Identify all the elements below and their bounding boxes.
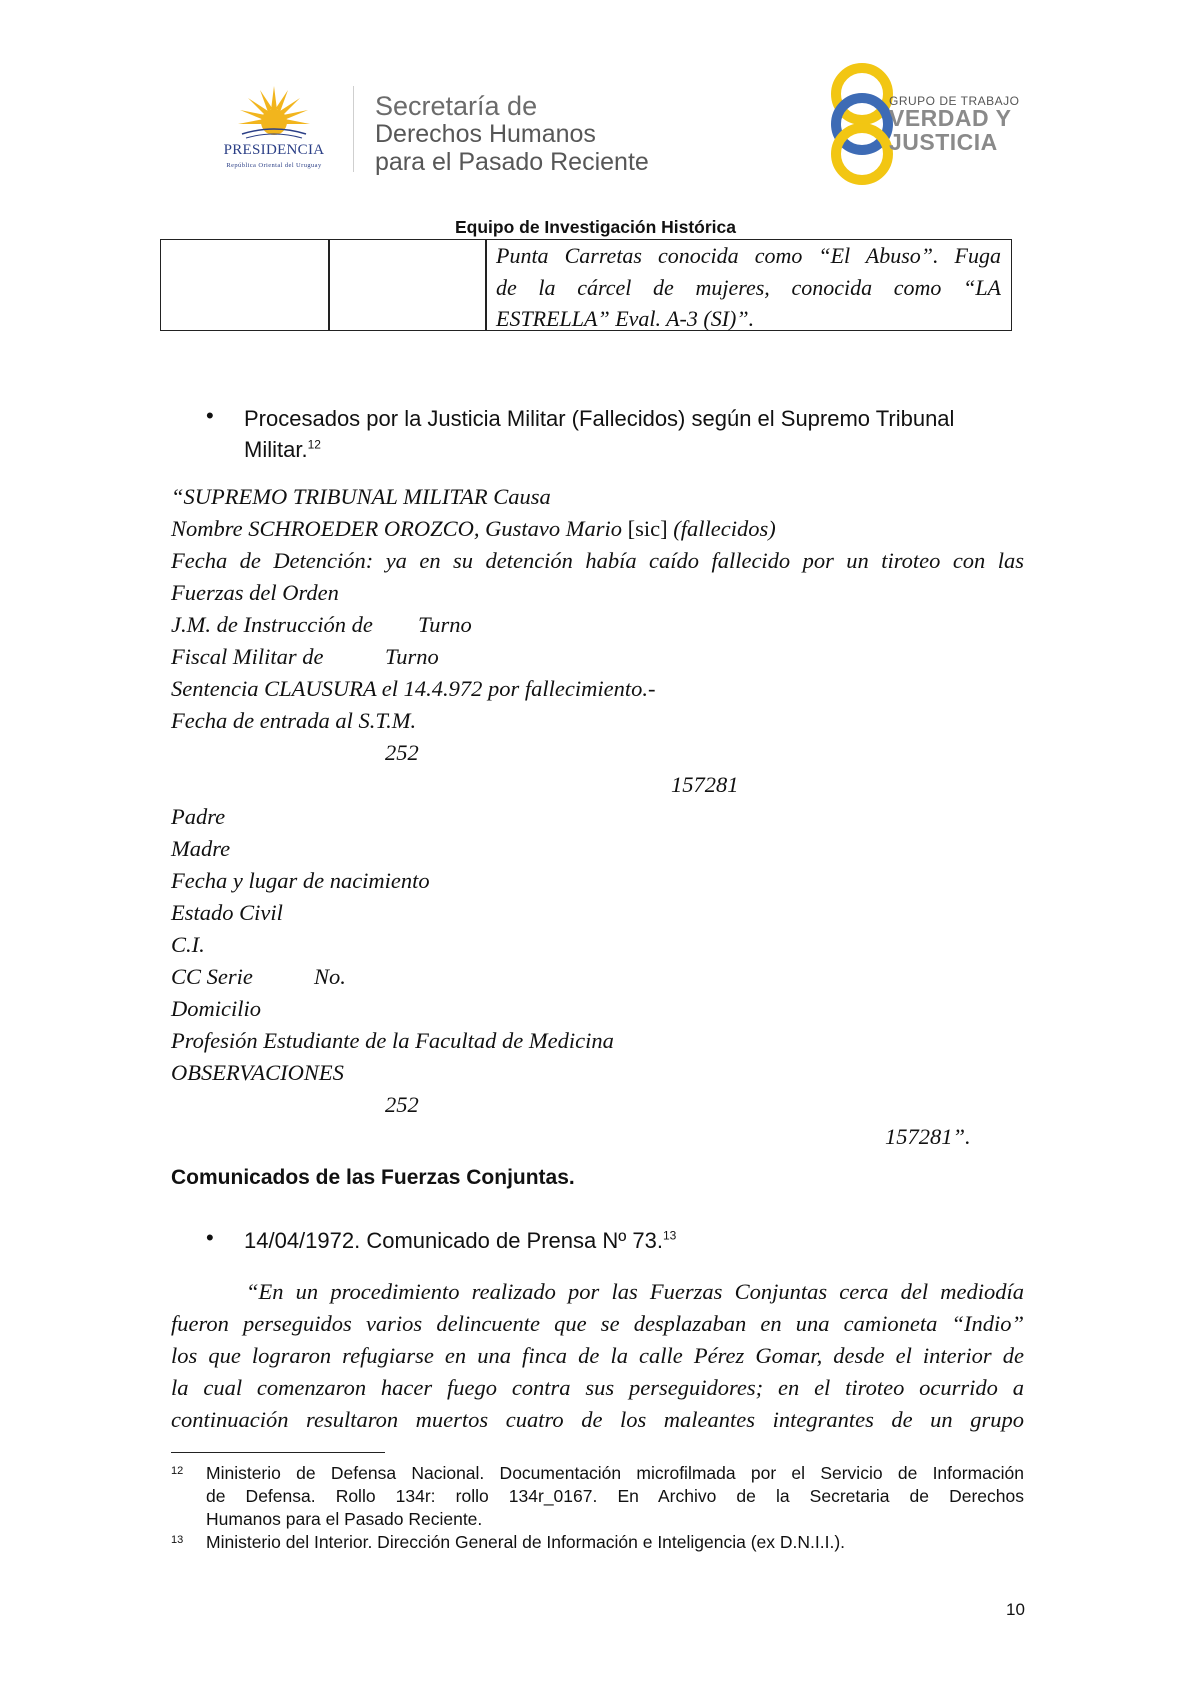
secretaria-logo-text [375, 92, 649, 176]
footnote-line: Ministerio del Interior. Dirección General de Información e Inteligencia (ex D.N.I.I.). [206, 1532, 846, 1552]
secretaria-line-3: para el Pasado Reciente [375, 148, 649, 176]
quote-line: Turno [418, 612, 472, 637]
paragraph-line: fueron perseguidos varios delincuente que se desplazaban en una camioneta “Indio” [171, 1311, 1024, 1336]
footnote-ref: 13 [662, 1228, 677, 1243]
footnote-line: de Defensa. Rollo 134r: rollo 134r_0167. En Archivo de la Secretaria de Derechos [206, 1486, 1024, 1506]
bullet-line-text: 14/04/1972. Comunicado de Prensa Nº 73. [244, 1228, 663, 1253]
footnote-number: 13 [171, 1534, 184, 1546]
quote-text: (fallecidos) [667, 516, 776, 541]
header-divider [353, 86, 354, 172]
paragraph-line: la cual comenzaron hacer fuego contra sus perseguidores; en el tiroteo ocurrido a [171, 1375, 1024, 1400]
footnote-line: Humanos para el Pasado Reciente. [206, 1509, 483, 1529]
quote-number: 252 [385, 1092, 419, 1117]
footnote-number: 12 [171, 1465, 184, 1477]
quoted-paragraph [171, 1276, 1024, 1436]
quote-line: Padre [171, 804, 226, 829]
quote-line: Sentencia CLAUSURA el 14.4.972 por fallecimiento.- [171, 676, 656, 701]
table-cell-line: Punta Carretas conocida como “El Abuso”. Fuga [496, 243, 1001, 268]
bullet-line-text: Militar. [244, 437, 308, 462]
quote-line: Fecha de Detención: ya en su detención había caído fallecido por un tiroteo con las [171, 548, 1024, 573]
quote-line: “SUPREMO TRIBUNAL MILITAR Causa [171, 484, 551, 509]
sun-icon [236, 84, 312, 142]
quote-line: Profesión Estudiante de la Facultad de Medicina [171, 1028, 614, 1053]
quote-sic: [sic] [627, 516, 668, 541]
presidencia-logo [196, 84, 352, 176]
team-title: Equipo de Investigación Histórica [454, 217, 737, 237]
bullet-dot: • [206, 403, 214, 428]
section-heading: Comunicados de las Fuerzas Conjuntas. [171, 1166, 575, 1189]
grupo-small-label: GRUPO DE TRABAJO [889, 94, 1020, 108]
quote-number: 252 [385, 740, 419, 765]
quote-text: Nombre SCHROEDER OROZCO, Gustavo Mario [171, 516, 628, 541]
table-column-divider [485, 240, 487, 330]
quote-line: Estado Civil [171, 900, 283, 925]
table-column-divider [328, 240, 330, 330]
quote-line: OBSERVACIONES [171, 1060, 344, 1085]
page-number: 10 [1006, 1600, 1025, 1619]
bullet-item-procesados [244, 403, 954, 465]
presidencia-name: PRESIDENCIA [223, 142, 325, 158]
quote-line: Fecha y lugar de nacimiento [171, 868, 430, 893]
table-cell [496, 240, 1001, 335]
quote-line: Fecha de entrada al S.T.M. [171, 708, 417, 733]
bullet-line [244, 434, 954, 465]
paragraph-line: los que lograron refugiarse en una finca de la calle Pérez Gomar, desde el interior de [171, 1343, 1024, 1368]
footnote-separator [171, 1452, 385, 1453]
grupo-title [889, 106, 1011, 154]
bullet-dot: • [206, 1225, 214, 1250]
quote-line: C.I. [171, 932, 205, 957]
continued-table [160, 239, 1012, 331]
paragraph-line: continuación resultaron muertos cuatro de los maleantes integrantes de un grupo [171, 1407, 1024, 1432]
quote-line [171, 516, 776, 542]
bullet-item-comunicado [244, 1225, 676, 1256]
quote-line: No. [314, 964, 346, 989]
quote-line: Madre [171, 836, 231, 861]
quote-line: J.M. de Instrucción de [171, 612, 373, 637]
quote-number: 157281 [671, 772, 739, 797]
presidencia-subtitle: República Oriental del Uruguay [226, 162, 322, 169]
quote-line: Turno [385, 644, 439, 669]
table-cell-line: ESTRELLA” Eval. A-3 (SI)”. [496, 306, 755, 331]
secretaria-line-1: Secretaría de [375, 91, 538, 121]
footnote-text [206, 1531, 1024, 1554]
secretaria-line-2: Derechos Humanos [375, 120, 596, 148]
footnote-text [206, 1462, 1024, 1531]
quote-line: Fuerzas del Orden [171, 580, 339, 605]
paragraph-line: “En un procedimiento realizado por las Fuerzas Conjuntas cerca del mediodía [246, 1279, 1024, 1304]
bullet-line: Procesados por la Justicia Militar (Fallecidos) según el Supremo Tribunal [244, 406, 955, 431]
grupo-title-line-1: VERDAD Y [889, 105, 1012, 131]
table-cell-line: de la cárcel de mujeres, conocida como “LA [496, 274, 1001, 300]
footnote-ref: 12 [307, 437, 321, 452]
footnote-line: Ministerio de Defensa Nacional. Documentación microfilmada por el Servicio de Información [206, 1463, 1024, 1483]
grupo-title-line-2: JUSTICIA [889, 129, 998, 155]
quote-line: CC Serie [171, 964, 253, 989]
quote-line: Fiscal Militar de [171, 644, 324, 669]
quote-line: Domicilio [171, 996, 261, 1021]
quote-number: 157281”. [885, 1124, 971, 1149]
